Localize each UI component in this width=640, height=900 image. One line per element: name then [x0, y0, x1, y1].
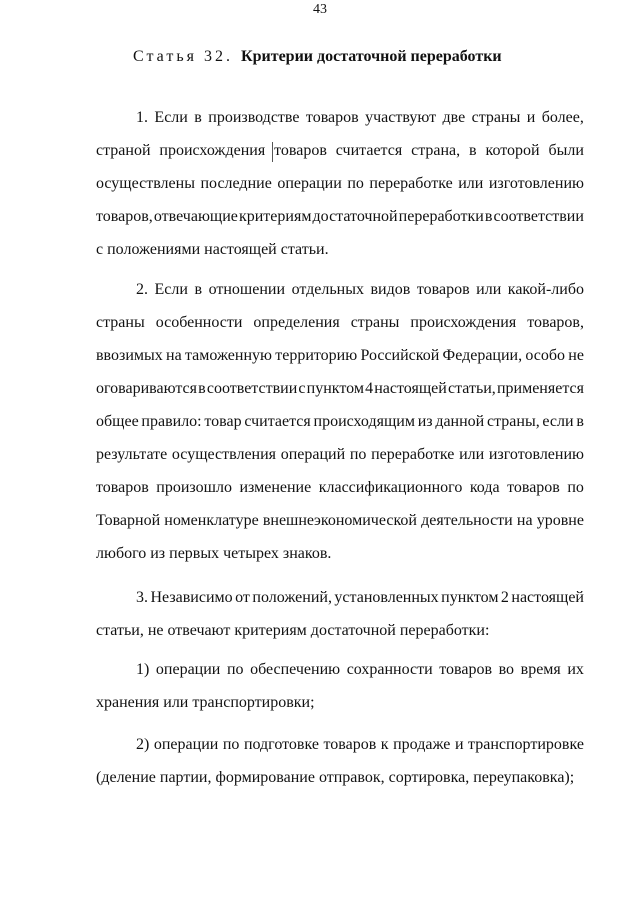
- text-line: результате осуществления операций по переработке или изготовлению: [96, 446, 584, 463]
- text-line: общее правило: товар считается происходящим из данной страны, если в: [96, 413, 584, 430]
- text-line: страной происхождения товаров считается страна, в которой были: [96, 142, 584, 159]
- text-line: 2. Если в отношении отдельных видов товаров или какой-либо: [136, 281, 584, 298]
- text-line: 1. Если в производстве товаров участвуют две страны и более,: [136, 109, 584, 126]
- text-line: 3. Независимо от положений, установленных пунктом 2 настоящей: [136, 589, 584, 606]
- article-heading: [133, 48, 502, 66]
- paragraph-2: [96, 273, 584, 570]
- text-line: любого из первых четырех знаков.: [96, 545, 332, 562]
- text-line: (деление партии, формирование отправок, сортировка, переупаковка);: [96, 769, 575, 786]
- text-line: 2) операции по подготовке товаров к продаже и транспортировке: [136, 736, 584, 753]
- text-line: оговариваются в соответствии с пунктом 4 настоящей статьи, применяется: [96, 380, 584, 397]
- text-line: с положениями настоящей статьи.: [96, 241, 329, 258]
- text-line: хранения или транспортировки;: [96, 694, 315, 711]
- article-title: Критерии достаточной переработки: [241, 48, 502, 65]
- list-item-2: [96, 728, 584, 794]
- text-line: страны особенности определения страны происхождения товаров,: [96, 314, 584, 331]
- page-number: 43: [313, 2, 327, 17]
- list-item-1: [96, 653, 584, 719]
- text-cursor: [272, 142, 273, 162]
- article-label: Статья 32.: [133, 48, 233, 65]
- text-line: осуществлены последние операции по переработке или изготовлению: [96, 175, 584, 192]
- text-line: товаров произошло изменение классификационного кода товаров по: [96, 479, 584, 496]
- text-line: 1) операции по обеспечению сохранности товаров во время их: [136, 661, 584, 678]
- paragraph-1: [96, 101, 584, 266]
- text-line: статьи, не отвечают критериям достаточной переработки:: [96, 622, 490, 639]
- text-line: ввозимых на таможенную территорию Российской Федерации, особо не: [96, 347, 584, 364]
- text-line: товаров, отвечающие критериям достаточной переработки в соответствии: [96, 208, 584, 225]
- paragraph-3: [96, 581, 584, 647]
- text-line: Товарной номенклатуре внешнеэкономической деятельности на уровне: [96, 512, 584, 529]
